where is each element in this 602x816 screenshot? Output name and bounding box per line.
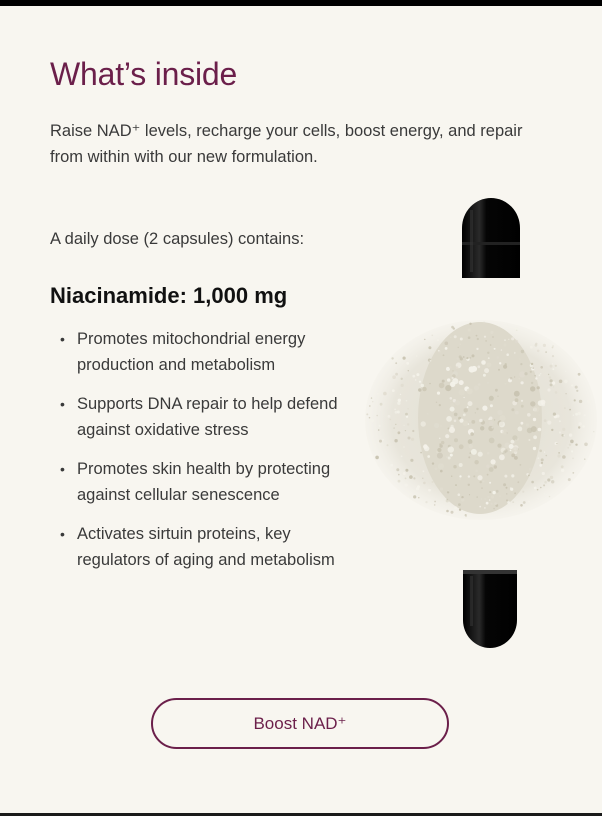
benefit-text: Supports DNA repair to help defend against oxidative stress (77, 395, 338, 439)
top-border (0, 0, 602, 6)
powder-cluster (365, 320, 597, 520)
section-title: What’s inside (50, 56, 238, 92)
benefit-item (58, 391, 348, 443)
benefit-item (58, 456, 348, 508)
open-capsule-illustration (360, 190, 602, 660)
capsule-bottom-body (463, 570, 517, 648)
bullet-icon: • (60, 526, 65, 542)
dose-label: A daily dose (2 capsules) contains: (50, 230, 305, 248)
benefit-item (58, 326, 348, 378)
ingredient-heading: Niacinamide: 1,000 mg (50, 283, 288, 308)
benefit-list (58, 326, 348, 586)
bullet-icon: • (60, 461, 65, 477)
boost-nad-button[interactable]: Boost NAD⁺ (151, 698, 449, 749)
benefit-text: Activates sirtuin proteins, key regulators of aging and metabolism (77, 525, 335, 569)
benefit-item (58, 521, 348, 573)
benefit-text: Promotes skin health by protecting against cellular senescence (77, 460, 331, 504)
capsule-top-cap (462, 198, 520, 278)
intro-text: Raise NAD⁺ levels, recharge your cells, boost energy, and repair from within with our new formulation. (50, 122, 523, 166)
benefit-text: Promotes mitochondrial energy production and metabolism (77, 330, 306, 374)
bullet-icon: • (60, 396, 65, 412)
bullet-icon: • (60, 331, 65, 347)
